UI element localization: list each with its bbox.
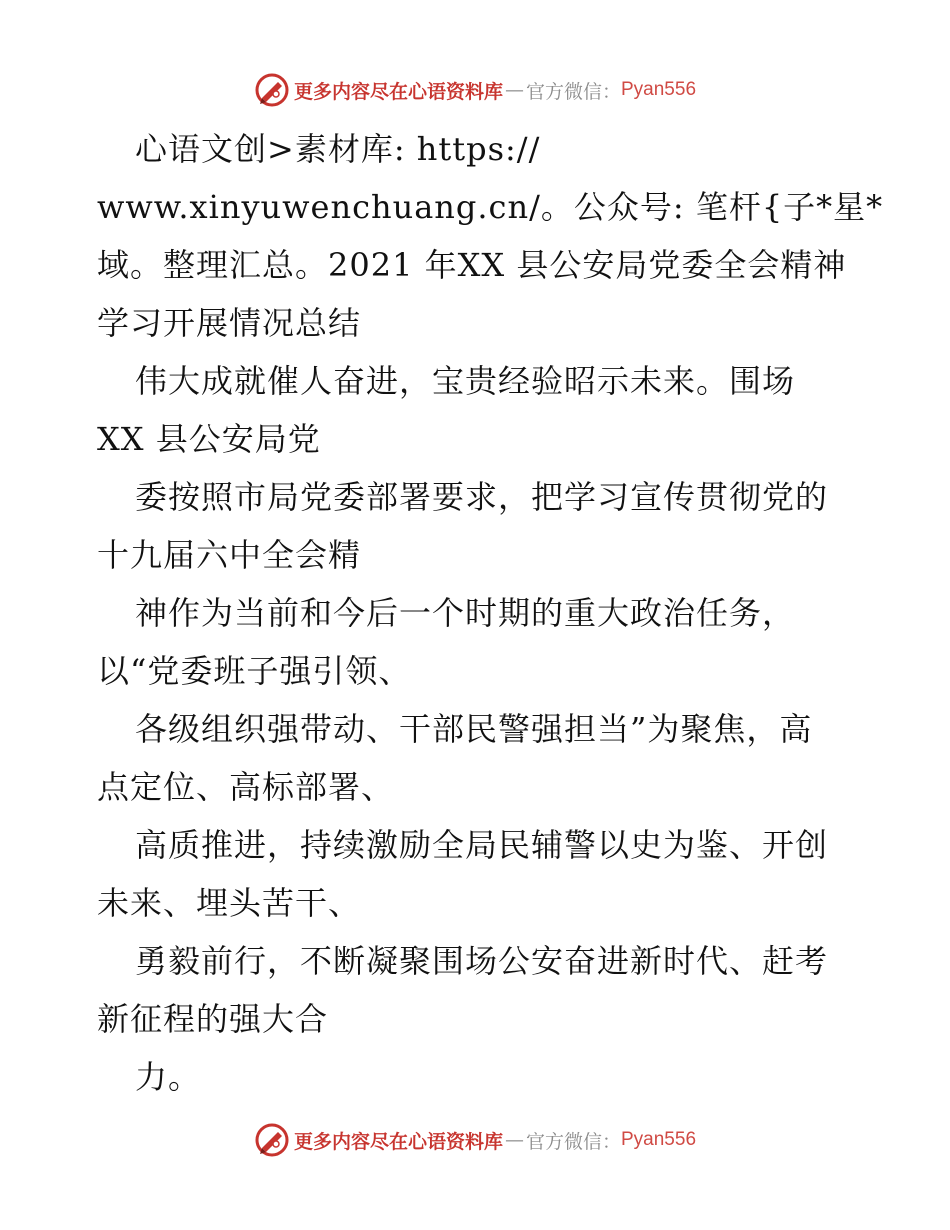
banner-official-label: 官方微信： — [525, 80, 621, 103]
text-line: 伟大成就催人奋进，宝贵经验昭示未来。围场 — [135, 362, 796, 400]
text-line: 高质推进，持续激励全局民辅警以史为鉴、开创 — [135, 826, 829, 864]
text-line: 委按照市局党委部署要求，把学习宣传贯彻党的 — [135, 478, 829, 516]
text-line: 心语文创>素材库: https:// — [135, 130, 541, 168]
text-line: www.xinyuwenchuang.cn/。公众号: 笔杆{子*星* — [97, 188, 884, 226]
document-body — [97, 120, 884, 1106]
text-line: 神作为当前和今后一个时期的重大政治任务， — [135, 594, 796, 632]
text-line: 点定位、高标部署、 — [97, 768, 395, 806]
footer-banner — [0, 1120, 950, 1160]
banner-dash: — — [504, 79, 524, 101]
text-line: 新征程的强大合 — [97, 1000, 329, 1038]
text-line: 力。 — [135, 1058, 202, 1096]
text-line: 十九届六中全会精 — [97, 536, 362, 574]
banner-main-text: 更多内容尽在心语资料库 — [293, 80, 503, 103]
text-line: XX 县公安局党 — [97, 420, 321, 458]
pen-logo-icon — [254, 1122, 290, 1158]
banner-dash: — — [504, 1129, 524, 1151]
text-line: 勇毅前行，不断凝聚围场公安奋进新时代、赶考 — [135, 942, 829, 980]
banner-wechat-id: Pyan556 — [621, 1129, 697, 1150]
header-banner — [0, 70, 950, 110]
banner-official-label: 官方微信： — [525, 1130, 621, 1153]
text-line: 以“党委班子强引领、 — [97, 652, 412, 690]
text-line: 未来、埋头苦干、 — [97, 884, 362, 922]
text-line: 域。整理汇总。2021 年XX 县公安局党委全会精神 — [97, 246, 847, 284]
banner-wechat-id: Pyan556 — [621, 79, 697, 100]
text-line: 学习开展情况总结 — [97, 304, 362, 342]
pen-logo-icon — [254, 72, 290, 108]
text-line: 各级组织强带动、干部民警强担当”为聚焦，高 — [135, 710, 813, 748]
banner-main-text: 更多内容尽在心语资料库 — [293, 1130, 503, 1153]
